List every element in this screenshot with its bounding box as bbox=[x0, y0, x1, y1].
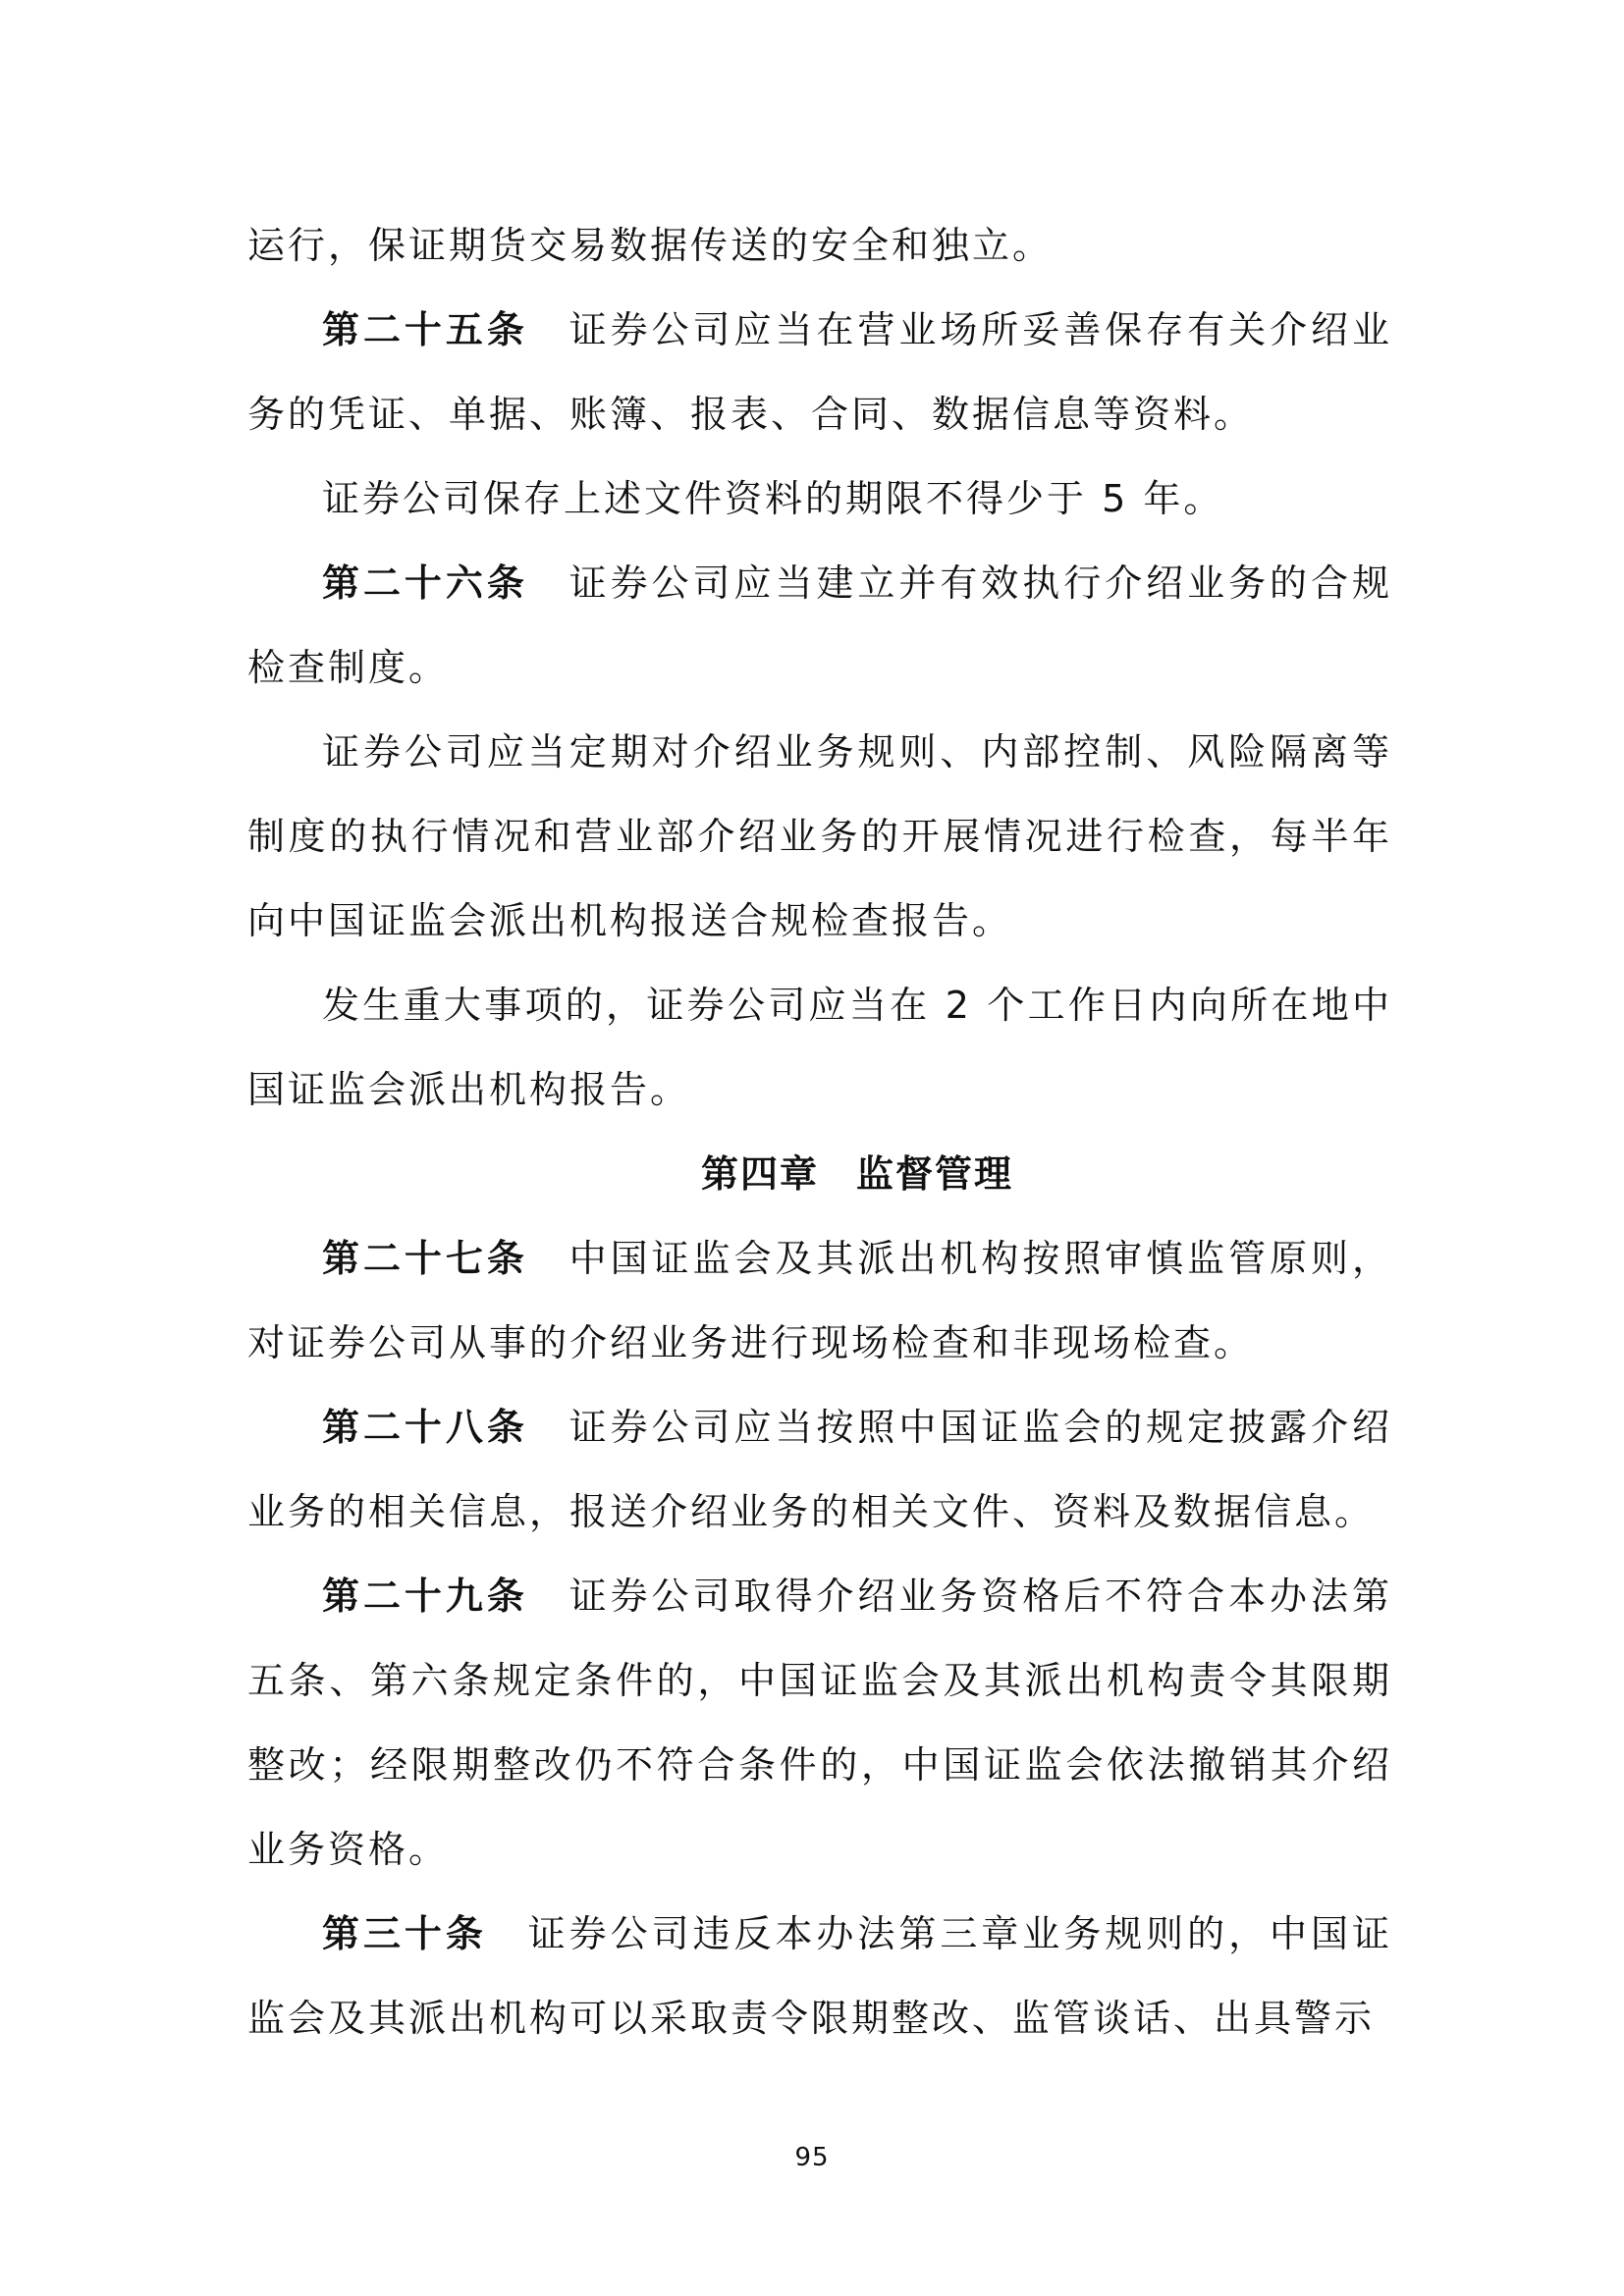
article-26 bbox=[247, 541, 1392, 710]
article-28 bbox=[247, 1385, 1392, 1554]
chapter-number: 第四章 bbox=[700, 1152, 819, 1196]
page-number: 95 bbox=[794, 2143, 830, 2172]
chapter-heading bbox=[247, 1132, 1392, 1216]
article-text: 证券公司违反本办法第三章业务规则的，中国证监会及其派出机构可以采取责令限期整改、监管谈话、出具警示 bbox=[247, 1912, 1392, 2040]
article-30 bbox=[247, 1892, 1392, 2060]
article-25 bbox=[247, 288, 1392, 456]
article-text: 证券公司取得介绍业务资格后不符合本办法第五条、第六条规定条件的，中国证监会及其派出机构责令其限期整改；经限期整改仍不符合条件的，中国证监会依法撤销其介绍业务资格。 bbox=[247, 1575, 1392, 1871]
article-heading: 第二十九条 bbox=[322, 1575, 528, 1618]
paragraph-text: 证券公司保存上述文件资料的期限不得少于 5 年。 bbox=[322, 477, 1224, 520]
paragraph-continuation bbox=[247, 203, 1392, 288]
article-text: 证券公司应当在营业场所妥善保存有关介绍业务的凭证、单据、账簿、报表、合同、数据信息等资料。 bbox=[247, 308, 1392, 436]
article-heading: 第二十五条 bbox=[322, 308, 528, 351]
article-heading: 第三十条 bbox=[322, 1912, 487, 1955]
article-text: 证券公司应当建立并有效执行介绍业务的合规检查制度。 bbox=[247, 561, 1392, 689]
paragraph-major-events bbox=[247, 963, 1392, 1132]
article-27 bbox=[247, 1216, 1392, 1385]
paragraph-periodic-inspection bbox=[247, 710, 1392, 963]
chapter-title: 监督管理 bbox=[856, 1152, 1014, 1196]
article-heading: 第二十六条 bbox=[322, 561, 528, 605]
paragraph-text: 证券公司应当定期对介绍业务规则、内部控制、风险隔离等制度的执行情况和营业部介绍业务的开展情况进行检查，每半年向中国证监会派出机构报送合规检查报告。 bbox=[247, 730, 1392, 942]
article-heading: 第二十七条 bbox=[322, 1237, 528, 1280]
article-heading: 第二十八条 bbox=[322, 1406, 528, 1449]
article-text: 证券公司应当按照中国证监会的规定披露介绍业务的相关信息，报送介绍业务的相关文件、资料及数据信息。 bbox=[247, 1406, 1392, 1533]
document-body bbox=[247, 203, 1392, 2060]
paragraph-retention-period bbox=[247, 456, 1392, 541]
paragraph-text: 运行，保证期货交易数据传送的安全和独立。 bbox=[247, 224, 1054, 267]
article-text: 中国证监会及其派出机构按照审慎监管原则，对证券公司从事的介绍业务进行现场检查和非现场检查。 bbox=[247, 1237, 1392, 1364]
article-29 bbox=[247, 1554, 1392, 1892]
paragraph-text: 发生重大事项的，证券公司应当在 2 个工作日内向所在地中国证监会派出机构报告。 bbox=[247, 984, 1392, 1111]
